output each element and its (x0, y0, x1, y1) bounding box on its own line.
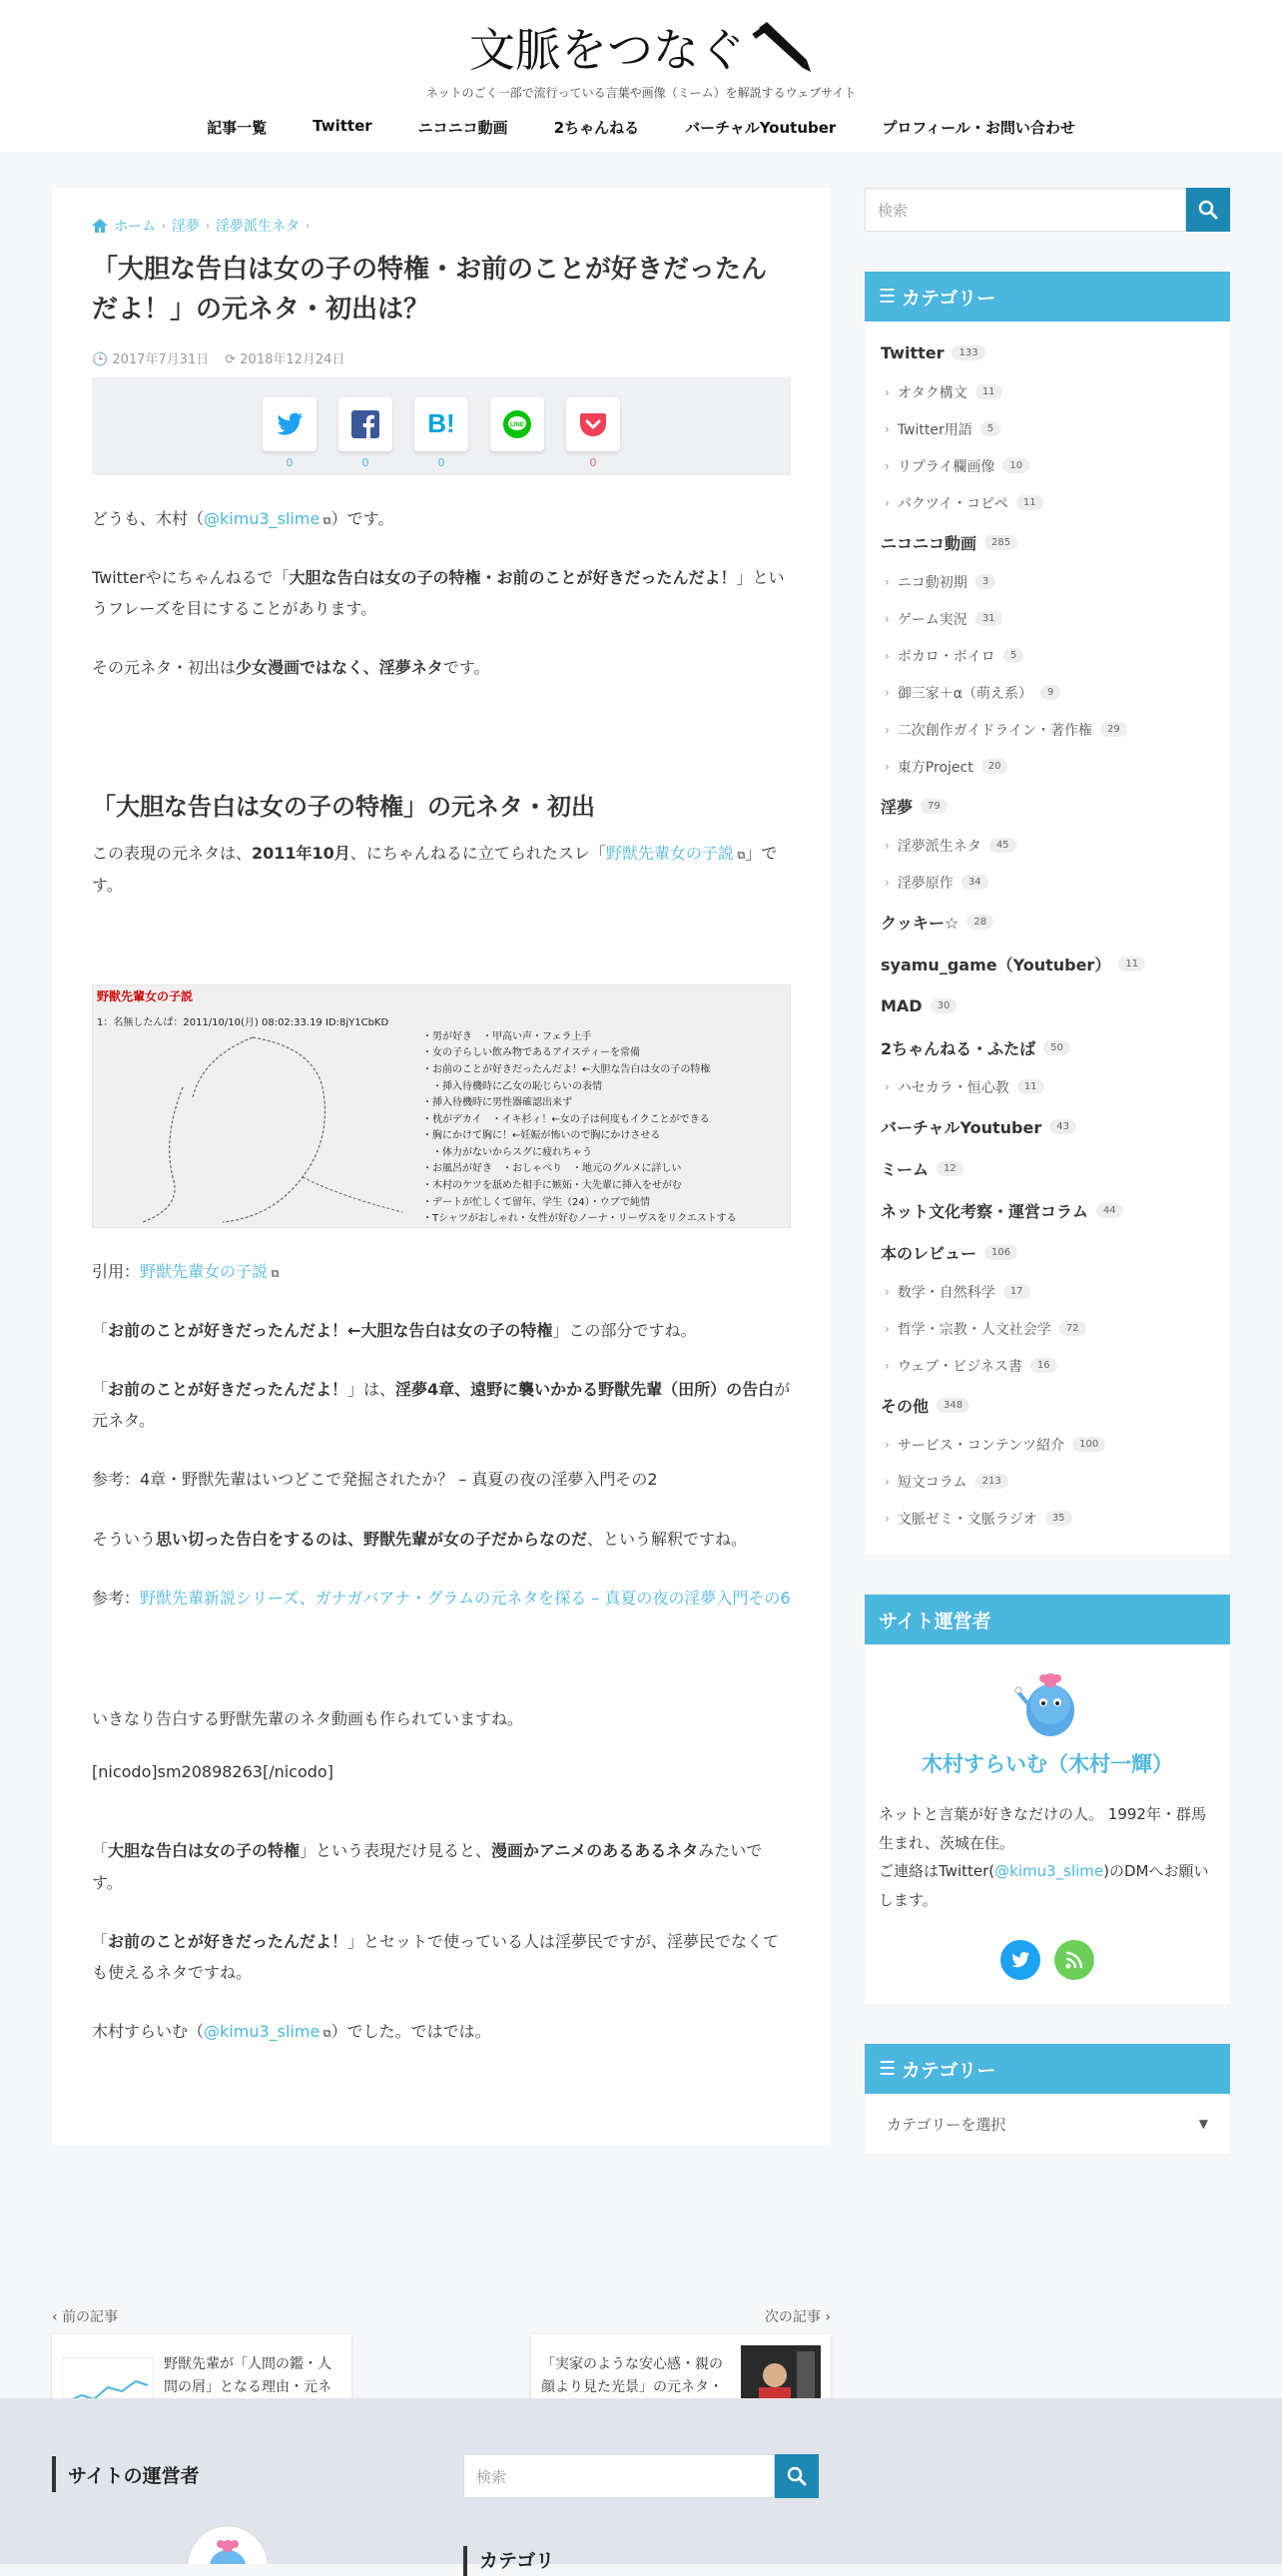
subcategory-item[interactable] (881, 1426, 1214, 1463)
category-list (865, 322, 1230, 1555)
thread-screenshot-image (92, 984, 791, 1228)
category-name: ネット文化考察・運営コラム (881, 1201, 1088, 1221)
subcategory-item[interactable] (881, 484, 1214, 521)
image-line: ・女の子らしい飲み物であるアイスティーを常備 (422, 1047, 640, 1059)
breadcrumb-cat2[interactable]: 淫夢派生ネタ (216, 219, 300, 235)
footer-author-title: サイトの運営者 (52, 2456, 200, 2492)
sidebar (865, 188, 1230, 2154)
bold-text: 大胆な告白は女の子の特権 (108, 1841, 301, 1861)
ascii-art-figure (103, 1027, 422, 1227)
paragraph (92, 652, 791, 683)
image-line: ・体力がないからスグに疲れちゃう (422, 1146, 592, 1158)
author-widget (865, 1595, 1230, 2004)
subcategory-item[interactable] (881, 1068, 1214, 1105)
category-item[interactable] (881, 1189, 1214, 1231)
twitter-share-button[interactable] (263, 397, 317, 469)
bold-text: 大胆な告白は女の子の特権・お前のことが好きだったんだよ！ (289, 567, 737, 587)
prev-article-title: 野獣先輩が「人間の鑑・人間の屑」となる理由・元ネ (164, 2356, 331, 2395)
subcategory-item[interactable] (881, 1310, 1214, 1347)
text: 」は、 (347, 1380, 396, 1400)
subcategory-item[interactable] (881, 600, 1214, 637)
article-title: 「大胆な告白は女の子の特権・お前のことが好きだったんだよ！」の元ネタ・初出は？ (92, 255, 768, 325)
subcategory-item[interactable] (881, 674, 1214, 711)
category-count: 72 (1059, 1321, 1086, 1336)
category-select[interactable] (865, 2094, 1230, 2154)
category-name: バーチャルYoutuber (881, 1117, 1042, 1137)
footer-search-input[interactable]: 検索 (463, 2454, 775, 2498)
category-count: 30 (931, 998, 958, 1013)
chevron-right-icon: › (885, 384, 890, 399)
twitter-handle-link[interactable]: @kimu3_slime (204, 2022, 320, 2042)
reference-link[interactable]: 野獣先輩新説シリーズ、ガナガバアナ・グラムの元ネタを探る – 真夏の夜の淫夢入門その6 (140, 1588, 791, 1608)
category-item[interactable] (881, 943, 1214, 984)
category-item[interactable] (881, 1147, 1214, 1189)
external-link-icon: ⧉ (320, 513, 331, 527)
text: 」というフレーズを目にすることがあります。 (92, 567, 785, 618)
prev-next-labels (52, 2306, 831, 2326)
category-item[interactable] (881, 1105, 1214, 1147)
chevron-right-icon: › (206, 220, 210, 232)
updated-date-text: 2018年12月24日 (240, 351, 345, 367)
widget-title-text: カテゴリー (902, 287, 996, 310)
nav-item-vtuber[interactable]: バーチャルYoutuber (685, 119, 837, 137)
reference-paragraph: 参考：4章・野獣先輩はいつどこで発掘されたか？ – 真夏の夜の淫夢入門その2 (92, 1470, 658, 1490)
nav-item-2ch[interactable]: 2ちゃんねる (553, 119, 640, 137)
published-date (92, 348, 209, 367)
source-thread-link[interactable]: 野獣先輩女の子説 (605, 844, 734, 864)
image-line: ・デートが忙しくて留年、学生（24）・ウブで純情 (422, 1196, 651, 1208)
image-title: 野獣先輩女の子説 (97, 988, 194, 1003)
category-name: 哲学・宗教・人文社会学 (897, 1321, 1051, 1338)
category-name: 御三家＋α（萌え系） (897, 685, 1033, 702)
subcategory-item[interactable] (881, 748, 1214, 785)
category-name: リプライ欄画像 (897, 458, 995, 475)
avatar (1010, 1664, 1084, 1738)
chevron-right-icon: › (885, 574, 890, 589)
paragraph (92, 562, 791, 624)
bold-text: お前のことが好きだったんだよ！←大胆な告白は女の子の特権 (108, 1320, 553, 1340)
chevron-right-icon: › (885, 1321, 890, 1336)
intro-paragraph (92, 503, 791, 534)
subcategory-item[interactable] (881, 447, 1214, 484)
category-count: 79 (921, 799, 948, 814)
category-name: ハセカラ・恒心教 (897, 1079, 1009, 1096)
chevron-right-icon: › (162, 220, 166, 232)
line-share-button[interactable] (490, 397, 544, 451)
bold-text: 漫画かアニメのあるあるネタ (491, 1841, 699, 1861)
chevron-right-icon: › (885, 421, 890, 436)
image-line: ・胸にかけて胸に！←妊娠が怖いので胸にかけさせる (422, 1130, 661, 1142)
image-line: ・木村のケツを舐めた相手に嫉妬・大先輩に挿入をせがむ (422, 1180, 682, 1192)
text: 参考： (92, 1588, 141, 1608)
text: )のDMへお願いします。 (879, 1862, 1209, 1909)
hatena-icon: B! (427, 408, 455, 439)
prev-label-text: 前の記事 (62, 2309, 119, 2325)
footer-search-button[interactable] (775, 2454, 819, 2498)
text: が元ネタ。 (92, 1380, 791, 1431)
category-count: 50 (1043, 1040, 1070, 1055)
chevron-right-icon: › (885, 1284, 890, 1299)
bold-text: お前のことが好きだったんだよ！ (108, 1931, 348, 1951)
text: ご連絡はTwitter( (879, 1862, 995, 1880)
text: この表現の元ネタは、 (92, 844, 253, 864)
external-link-icon: ⧉ (268, 1266, 280, 1280)
category-name: 淫夢派生ネタ (897, 838, 981, 855)
paragraph (92, 1835, 791, 1897)
breadcrumb (92, 216, 791, 236)
category-count: 10 (1002, 458, 1029, 473)
bold-text: 2011年10月 (252, 844, 350, 864)
category-count: 133 (952, 345, 984, 360)
text: どうも、木村（ (92, 508, 205, 528)
external-link-icon: ⧉ (733, 849, 746, 863)
chevron-right-icon: › (885, 495, 890, 510)
image-post-header: 1：名無したんぱ：2011/10/10(月) 08:02:33.19 ID:8jY1CbKD (97, 1016, 389, 1028)
svg-text:LINE: LINE (510, 421, 524, 428)
share-buttons (92, 377, 791, 475)
category-name: ニコ動初期 (897, 574, 967, 591)
category-count: 11 (1118, 957, 1145, 971)
chevron-right-icon: › (885, 722, 890, 737)
text: 木村すらいむ（ (92, 2022, 205, 2042)
category-item[interactable] (881, 901, 1214, 943)
category-count: 5 (980, 421, 1000, 436)
chevron-right-icon: › (885, 1474, 890, 1489)
subcategory-item[interactable] (881, 410, 1214, 447)
site-description: ネットのごく一部で流行っている言葉や画像（ミーム）を解説するウェブサイト (425, 86, 857, 100)
category-count: 20 (981, 759, 1008, 774)
category-name: パクツイ・コピペ (897, 495, 1008, 512)
category-name: syamu_game（Youtuber） (881, 955, 1111, 974)
text: 「 (92, 1320, 109, 1340)
subcategory-item[interactable] (881, 1273, 1214, 1310)
category-name: ニコニコ動画 (881, 533, 977, 553)
facebook-icon (351, 410, 379, 438)
image-line: ・挿入待機時に乙女の恥じらいの表情 (422, 1080, 602, 1092)
category-count: 11 (1017, 1079, 1044, 1094)
author-contact (879, 1857, 1216, 1914)
pen-logo-icon (751, 20, 813, 74)
category-item[interactable] (881, 1026, 1214, 1068)
text: 」です。 (92, 844, 778, 895)
breadcrumb-home[interactable]: ホーム (114, 219, 156, 235)
text: Twitterやにちゃんねるで「 (92, 567, 290, 587)
subcategory-item[interactable] (881, 1463, 1214, 1500)
category-count: 285 (984, 535, 1017, 550)
text: 」とセットで使っている人は淫夢民ですが、淫夢民でなくても使えるネタですね。 (92, 1931, 780, 1982)
text: 、という解釈ですね。 (587, 1529, 748, 1549)
text: 「 (92, 1931, 109, 1951)
search-input[interactable]: 検索 (865, 188, 1186, 232)
text: そういう (92, 1529, 157, 1549)
list-icon: ☰ (879, 2058, 897, 2080)
widget-title (865, 272, 1230, 322)
category-count: 28 (966, 915, 993, 930)
bold-text: 思い切った告白をするのは、野獣先輩が女の子だからなのだ (156, 1529, 588, 1549)
text: ）です。 (330, 508, 394, 528)
chevron-right-icon: › (885, 648, 890, 663)
text: です。 (442, 658, 490, 678)
twitter-icon (1009, 1951, 1031, 1969)
footer-search (463, 2454, 819, 2498)
category-count: 12 (937, 1161, 963, 1176)
paragraph (92, 1524, 791, 1555)
category-name: 文脈ゼミ・文脈ラジオ (897, 1511, 1037, 1528)
image-line: ・お風呂が好き ・おしゃべり ・地元のグルメに詳しい (422, 1163, 682, 1175)
subcategory-item[interactable] (881, 373, 1214, 410)
category-item[interactable] (881, 984, 1214, 1026)
twitter-icon (275, 411, 305, 437)
quote-source-link[interactable]: 野獣先輩女の子説 (140, 1261, 269, 1281)
site-title-text[interactable]: 文脈をつなぐ (469, 23, 745, 77)
category-name: 本のレビュー (881, 1243, 977, 1263)
category-count: 213 (975, 1474, 1008, 1489)
site-title[interactable] (469, 0, 813, 80)
category-name: オタク構文 (897, 384, 967, 401)
widget-title (865, 2044, 1230, 2094)
article-meta (92, 348, 791, 367)
category-count: 5 (1003, 648, 1023, 663)
facebook-share-count: 0 (361, 455, 369, 469)
site-header (0, 0, 1282, 152)
category-count: 44 (1096, 1203, 1123, 1218)
clock-icon: 🕒 (92, 351, 109, 367)
category-name: 淫夢原作 (897, 875, 954, 892)
category-count: 35 (1045, 1511, 1072, 1526)
category-name: Twitter (881, 342, 945, 362)
category-count: 100 (1072, 1437, 1105, 1452)
footer-avatar (186, 2524, 270, 2564)
paragraph (92, 838, 791, 900)
hatena-share-count: 0 (437, 455, 445, 469)
author-social-links (879, 1940, 1216, 1980)
video-embed-code: [nicodo]sm20898263[/nicodo] (92, 1762, 333, 1782)
author-twitter-button[interactable] (1000, 1940, 1040, 1980)
image-line: ・Tシャツがおしゃれ・女性が好むノーナ・リーヴスをリクエストする (422, 1213, 737, 1225)
chevron-right-icon: › (885, 1358, 890, 1373)
pocket-share-button[interactable] (566, 397, 620, 469)
nav-item-profile[interactable]: プロフィール・お問い合わせ (882, 119, 1075, 137)
search-button[interactable] (1186, 188, 1230, 232)
category-name: 短文コラム (897, 1474, 967, 1491)
author-twitter-link[interactable]: @kimu3_slime (994, 1862, 1104, 1880)
next-label[interactable]: 次の記事 › (764, 2309, 831, 2325)
footer-category-title: カテゴリ (463, 2546, 554, 2576)
text: ）でした。ではでは。 (330, 2022, 491, 2042)
category-count: 9 (1040, 685, 1060, 700)
category-item[interactable] (881, 1231, 1214, 1273)
category-name: 数学・自然科学 (897, 1284, 995, 1301)
next-label-text: 次の記事 (764, 2309, 821, 2325)
subcategory-item[interactable] (881, 864, 1214, 901)
twitter-handle-link[interactable]: @kimu3_slime (204, 508, 320, 528)
category-count: 348 (937, 1398, 969, 1413)
subcategory-item[interactable] (881, 1347, 1214, 1384)
line-icon (502, 409, 532, 439)
chevron-right-icon: › (885, 1079, 890, 1094)
image-line: ・男が好き ・甲高い声・フェラ上手 (422, 1030, 592, 1042)
search-icon (1198, 200, 1218, 220)
category-count: 3 (975, 574, 995, 589)
text: 」この部分ですね。 (552, 1320, 697, 1340)
home-icon (92, 219, 108, 233)
category-count: 106 (984, 1245, 1017, 1260)
list-icon: ☰ (879, 286, 897, 308)
paragraph (92, 1926, 791, 1988)
paragraph: いきなり告白する野獣先輩のネタ動画も作られていますね。 (92, 1709, 524, 1729)
categories-widget (865, 272, 1230, 1555)
image-line: ・お前のことが好きだったんだよ！←大胆な告白は女の子の特権 (422, 1063, 711, 1075)
author-box (865, 1644, 1230, 2004)
widget-title-text: カテゴリー (902, 2059, 996, 2082)
category-item[interactable] (881, 1384, 1214, 1426)
facebook-share-button[interactable] (338, 397, 392, 469)
category-count: 45 (989, 838, 1016, 853)
paragraph (92, 1374, 791, 1436)
sidebar-search (865, 188, 1230, 232)
next-article-title: 「実家のような安心感・親の顔より見た光景」の元ネタ・ (541, 2356, 723, 2395)
external-link-icon: ⧉ (320, 2027, 331, 2041)
category-count: 11 (975, 384, 1002, 399)
closing-paragraph (92, 2016, 791, 2047)
category-count: 11 (1016, 495, 1043, 510)
text: みたいです。 (92, 1841, 763, 1892)
hatena-share-button[interactable] (414, 397, 468, 469)
refresh-icon: ⟳ (225, 351, 237, 367)
chevron-right-icon: › (885, 611, 890, 626)
subcategory-item[interactable] (881, 711, 1214, 748)
updated-date (225, 348, 344, 367)
author-bio-line: ネットと言葉が好きなだけの人。 1992年・群馬生まれ、茨城在住。 (879, 1805, 1206, 1852)
category-name: 淫夢 (881, 797, 914, 817)
category-count: 34 (962, 875, 988, 890)
subcategory-item[interactable] (881, 827, 1214, 864)
category-item[interactable] (881, 331, 1214, 373)
chevron-right-icon: › (885, 1511, 890, 1526)
main-article (52, 188, 831, 2145)
category-item[interactable] (881, 521, 1214, 563)
bold-text: 淫夢4章、遠野に襲いかかる野獣先輩（田所）の告白 (395, 1380, 775, 1400)
category-name: サービス・コンテンツ紹介 (897, 1437, 1065, 1454)
text: 「 (92, 1380, 109, 1400)
text: 「 (92, 1841, 109, 1861)
category-count: 29 (1100, 722, 1127, 737)
bold-text: 少女漫画ではなく、淫夢ネタ (236, 658, 443, 678)
category-count: 43 (1049, 1119, 1076, 1134)
reference-paragraph (92, 1583, 791, 1613)
nav-item-articles[interactable]: 記事一覧 (207, 119, 268, 137)
widget-title: サイト運営者 (865, 1595, 1230, 1644)
chevron-right-icon: › (885, 875, 890, 890)
subcategory-item[interactable] (881, 637, 1214, 674)
breadcrumb-cat1[interactable]: 淫夢 (172, 219, 200, 235)
text: 、にちゃんねるに立てられたスレ「 (349, 844, 606, 864)
bold-text: お前のことが好きだったんだよ！ (108, 1380, 348, 1400)
author-bio (879, 1800, 1216, 1914)
chevron-right-icon: › (885, 838, 890, 853)
chevron-right-icon: › (885, 1437, 890, 1452)
chevron-right-icon: › (885, 759, 890, 774)
paragraph (92, 1315, 791, 1346)
published-date-text: 2017年7月31日 (112, 351, 210, 367)
chevron-right-icon: › (306, 220, 310, 232)
category-name: MAD (881, 995, 923, 1015)
category-name: 東方Project (897, 759, 973, 776)
pocket-share-count: 0 (589, 455, 597, 469)
rss-icon (1065, 1951, 1083, 1969)
category-name: その他 (881, 1396, 930, 1416)
nav-item-niconico[interactable]: ニコニコ動画 (417, 119, 508, 137)
chevron-right-icon: › (885, 685, 890, 700)
image-line: ・枕がデカイ ・イキ杉ィ！←女の子は何度もイクことができる (422, 1113, 710, 1125)
category-name: クッキー☆ (881, 913, 960, 933)
category-name: 二次創作ガイドライン・著作権 (897, 722, 1092, 739)
category-item[interactable] (881, 785, 1214, 827)
global-nav (0, 117, 1282, 138)
category-name: ゲーム実況 (897, 611, 967, 628)
category-name: 2ちゃんねる・ふたば (881, 1038, 1036, 1058)
search-icon (787, 2466, 807, 2486)
category-name: ミーム (881, 1159, 930, 1179)
category-count: 16 (1030, 1358, 1057, 1373)
subcategory-item[interactable] (881, 563, 1214, 600)
category-name: ウェブ・ビジネス書 (897, 1358, 1022, 1375)
nav-item-twitter[interactable]: Twitter (313, 117, 372, 135)
twitter-share-count: 0 (286, 455, 294, 469)
quote-source (92, 1256, 791, 1287)
author-rss-button[interactable] (1054, 1940, 1094, 1980)
category-name: ボカロ・ボイロ (897, 648, 995, 665)
image-text-lines (422, 1029, 737, 1228)
category-count: 31 (975, 611, 1002, 626)
section-heading: 「大胆な告白は女の子の特権」の元ネタ・初出 (92, 793, 595, 822)
caret-down-icon: ▼ (1198, 2117, 1208, 2131)
image-line: ・挿入待機時に男性器確認出来ず (422, 1097, 572, 1109)
category-select-value: カテゴリーを選択 (887, 2115, 1006, 2134)
text: その元ネタ・初出は (92, 658, 237, 678)
text: 」という表現だけ見ると、 (300, 1841, 492, 1861)
chevron-right-icon: › (885, 458, 890, 473)
subcategory-item[interactable] (881, 1500, 1214, 1537)
text: 引用： (92, 1261, 141, 1281)
category-count: 17 (1003, 1284, 1030, 1299)
pocket-icon (579, 411, 607, 437)
prev-label[interactable]: ‹ 前の記事 (52, 2309, 119, 2325)
category-name: Twitter用語 (897, 421, 972, 438)
footer (0, 2398, 1282, 2572)
category-select-widget (865, 2044, 1230, 2154)
author-name[interactable]: 木村すらいむ（木村一輝） (922, 1752, 1173, 1776)
